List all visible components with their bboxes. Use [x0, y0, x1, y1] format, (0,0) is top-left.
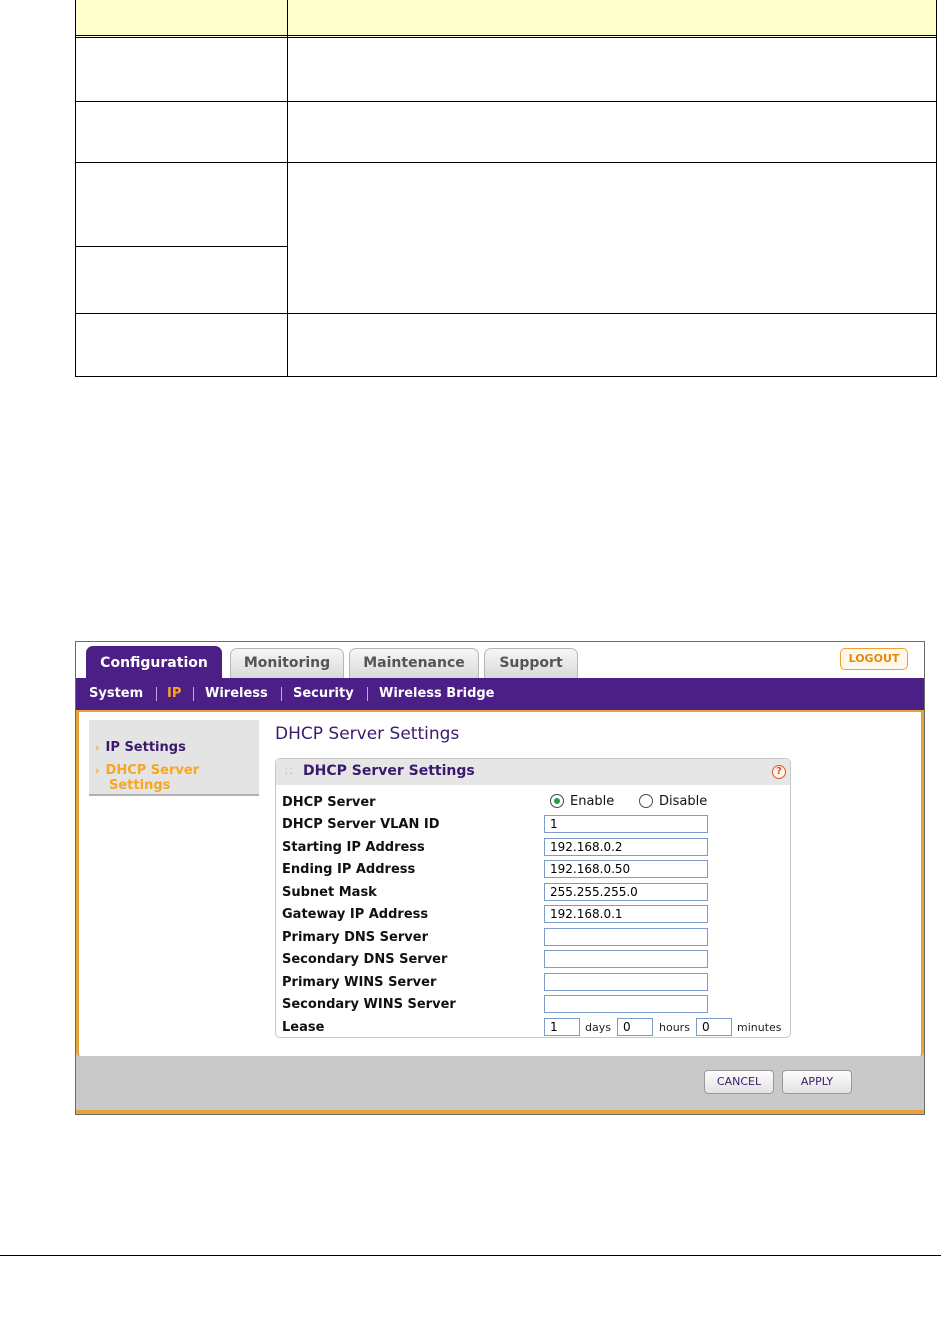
subnav-security[interactable]: Security	[293, 686, 354, 701]
grip-icon: ∷	[285, 764, 293, 778]
field-row-vlan-id	[282, 815, 782, 835]
disable-radio[interactable]	[639, 794, 653, 808]
separator	[367, 687, 368, 701]
field-label: Primary DNS Server	[282, 930, 428, 945]
tab-support[interactable]: Support	[484, 648, 578, 678]
field-label: Gateway IP Address	[282, 907, 429, 922]
button-bar	[76, 1056, 924, 1115]
document-table	[75, 0, 937, 377]
row-divider	[76, 313, 936, 314]
field-label: Starting IP Address	[282, 840, 425, 855]
sidemenu-item-dhcp-server-settings[interactable]	[95, 763, 239, 793]
field-label: DHCP Server	[282, 795, 376, 810]
footer-rule	[0, 1255, 941, 1256]
cancel-button[interactable]: CANCEL	[704, 1070, 774, 1094]
side-menu	[89, 720, 259, 796]
lease-minutes-input[interactable]: 0	[696, 1018, 732, 1036]
secondary-dns-input[interactable]	[544, 950, 708, 968]
subnav-wireless-bridge[interactable]: Wireless Bridge	[379, 686, 495, 701]
subnav-wireless[interactable]: Wireless	[205, 686, 268, 701]
apply-button[interactable]: APPLY	[782, 1070, 852, 1094]
row-divider	[76, 162, 936, 163]
secondary-wins-input[interactable]	[544, 995, 708, 1013]
field-label: DHCP Server VLAN ID	[282, 817, 440, 832]
field-label: Subnet Mask	[282, 885, 377, 900]
ending-ip-input[interactable]: 192.168.0.50	[544, 860, 708, 878]
separator	[193, 687, 194, 701]
primary-dns-input[interactable]	[544, 928, 708, 946]
disable-label: Disable	[659, 794, 708, 809]
logout-button[interactable]: LOGOUT	[840, 648, 908, 670]
primary-wins-input[interactable]	[544, 973, 708, 991]
chevron-right-icon: ›	[95, 764, 100, 777]
tab-configuration[interactable]: Configuration	[86, 646, 222, 678]
lease-days-input[interactable]: 1	[544, 1018, 580, 1036]
dhcp-server-row	[282, 793, 782, 813]
enable-radio[interactable]	[550, 794, 564, 808]
sidemenu-item-label: DHCP Server Settings	[105, 763, 200, 793]
field-label: Secondary WINS Server	[282, 997, 456, 1012]
field-row-ending-ip	[282, 860, 782, 880]
field-row-primary-dns	[282, 928, 782, 948]
starting-ip-input[interactable]: 192.168.0.2	[544, 838, 708, 856]
panel-title: DHCP Server Settings	[303, 763, 475, 779]
sidemenu-item-ip-settings[interactable]	[95, 740, 186, 755]
chevron-right-icon: ›	[95, 741, 100, 754]
sidemenu-item-label: IP Settings	[105, 740, 186, 755]
row-divider	[76, 101, 936, 102]
separator	[156, 687, 157, 701]
dhcp-settings-panel	[275, 758, 791, 1038]
field-row-primary-wins	[282, 973, 782, 993]
gateway-ip-input[interactable]: 192.168.0.1	[544, 905, 708, 923]
tab-maintenance[interactable]: Maintenance	[349, 648, 479, 678]
help-icon[interactable]: ?	[772, 765, 786, 779]
field-row-gateway-ip	[282, 905, 782, 925]
field-label: Secondary DNS Server	[282, 952, 448, 967]
field-row-secondary-wins	[282, 995, 782, 1015]
field-row-starting-ip	[282, 838, 782, 858]
days-unit-label: days	[585, 1021, 611, 1034]
field-label: Lease	[282, 1020, 325, 1035]
bottom-border	[76, 1110, 924, 1115]
field-label: Ending IP Address	[282, 862, 416, 877]
field-row-secondary-dns	[282, 950, 782, 970]
subnav-system[interactable]: System	[89, 686, 144, 701]
page-title: DHCP Server Settings	[275, 724, 460, 744]
subnav-ip[interactable]: IP	[167, 686, 182, 701]
tab-monitoring[interactable]: Monitoring	[230, 648, 344, 678]
top-tab-bar	[76, 642, 924, 678]
lease-hours-input[interactable]: 0	[617, 1018, 653, 1036]
panel-header	[276, 759, 790, 785]
column-divider	[287, 0, 288, 376]
enable-label: Enable	[570, 794, 615, 809]
subnet-mask-input[interactable]: 255.255.255.0	[544, 883, 708, 901]
vlan-id-input[interactable]: 1	[544, 815, 708, 833]
row-divider	[76, 246, 287, 247]
table-header-row	[76, 0, 936, 38]
minutes-unit-label: minutes	[737, 1021, 782, 1034]
router-admin-window	[75, 641, 925, 1115]
separator	[281, 687, 282, 701]
field-row-lease	[282, 1018, 782, 1038]
field-row-subnet-mask	[282, 883, 782, 903]
hours-unit-label: hours	[659, 1021, 690, 1034]
sub-navigation	[76, 678, 924, 712]
content-area	[76, 712, 924, 1056]
field-label: Primary WINS Server	[282, 975, 437, 990]
